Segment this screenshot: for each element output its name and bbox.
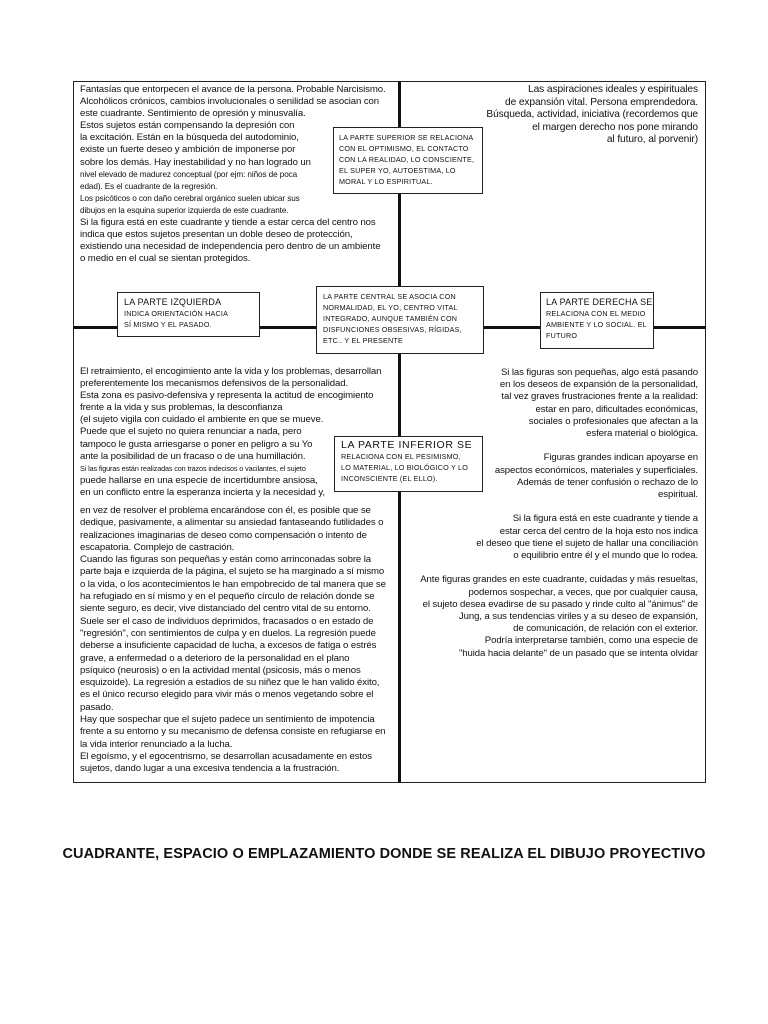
- text-line: dedique, pasivamente, a alimentar su ansiedad fantaseando futilidades o: [80, 517, 384, 529]
- box-line: LA PARTE INFERIOR SE: [341, 439, 473, 451]
- text-line: sociales o profesionales que afectan a la: [528, 415, 698, 427]
- text-line: Ante figuras grandes en este cuadrante, cuidadas y más resueltas,: [420, 574, 698, 586]
- text-line: pasado.: [80, 701, 114, 713]
- text-line: Si la figura está en este cuadrante y tiende a estar cerca del centro nos: [80, 217, 376, 229]
- text-line: deberse a insuficiente capacidad de lucha, a excesos de fatiga o estrés: [80, 640, 377, 652]
- text-line: de expansión vital. Persona emprendedora.: [505, 96, 698, 108]
- top-right-quadrant-text: [486, 84, 698, 147]
- text-line: frente a la vida y sus problemas, la desconfianza: [80, 402, 283, 414]
- text-line: Las aspiraciones ideales y espirituales: [528, 84, 698, 95]
- text-line: ante la posibilidad de un fracaso o de una humillación.: [80, 450, 306, 462]
- text-line: al futuro, al porvenir): [606, 134, 698, 146]
- text-line: sobre los demás. Hay inestabilidad y no han logrado un: [80, 156, 311, 168]
- text-line: esquizoide). La regresión a estadios de su niñez que le han valido éxito,: [80, 677, 380, 689]
- text-line: el deseo que tiene el sujeto de hallar una conciliación: [476, 537, 698, 549]
- box-line: DISFUNCIONES OBSESIVAS, RÍGIDAS,: [323, 325, 462, 334]
- text-line: Hay que sospechar que el sujeto padece un sentimiento de impotencia: [80, 714, 375, 726]
- box-parte-superior: [333, 127, 483, 194]
- text-line: espiritual.: [658, 489, 698, 501]
- text-line: esfera material o biológica.: [586, 428, 698, 440]
- text-line: Suele ser el caso de individuos deprimidos, fracasados o en estado de: [80, 615, 374, 627]
- text-line: edad). Es el cuadrante de la regresión.: [80, 181, 218, 191]
- text-line: el sujeto desea evadirse de su pasado y rinde culto al "ánimus" de: [422, 598, 698, 610]
- box-line: RELACIONA CON EL PESIMISMO,: [341, 452, 461, 461]
- box-parte-derecha: [540, 292, 654, 349]
- text-line: podemos sospechar, a veces, que por cualquier causa,: [468, 586, 698, 598]
- text-line: la vida interior renunciado a la lucha.: [80, 738, 233, 750]
- box-line: INDICA ORIENTACIÓN HACIA: [124, 309, 229, 318]
- box-line: RELACIONA CON EL MEDIO: [546, 309, 646, 318]
- text-line: Podría interpretarse también, como una especie de: [484, 635, 698, 647]
- text-line: grave, a enfermedad o a deterioro de la personalidad en el plano: [80, 652, 350, 664]
- text-line: o medio en el cual se sientan protegidos.: [80, 253, 251, 265]
- box-line: SÍ MISMO Y EL PASADO.: [124, 320, 212, 329]
- box-line: LO MATERIAL, LO BIOLÓGICO Y LO: [341, 463, 469, 472]
- text-line: [420, 562, 698, 574]
- box-line: CON EL OPTIMISMO, EL CONTACTO: [339, 144, 469, 153]
- text-line: sujetos, dando lugar a una excesiva tendencia a la frustración.: [80, 763, 340, 775]
- box-line: FUTURO: [546, 331, 578, 340]
- text-line: escapatoria. Complejo de castración.: [80, 541, 235, 553]
- text-line: Fantasías que entorpecen el avance de la persona. Probable Narcisismo.: [80, 84, 386, 95]
- text-line: en vez de resolver el problema encarándose con él, es posible que se: [80, 505, 371, 516]
- box-line: LA PARTE SUPERIOR SE RELACIONA: [339, 133, 474, 142]
- text-line: (el sujeto vigila con cuidado el ambiente en que se mueve.: [80, 414, 324, 426]
- box-line: LA PARTE DERECHA SE: [546, 297, 653, 307]
- text-line: tampoco le gusta arriesgarse o poner en peligro a su Yo: [80, 438, 313, 450]
- text-line: este cuadrante. Sentimiento de opresión y minusvalía.: [80, 108, 306, 120]
- text-line: en un conflicto entre la esperanza incierta y la necesidad y,: [80, 486, 325, 498]
- text-line: dibujos en la esquina superior izquierda de este cuadrante.: [80, 205, 289, 215]
- text-line: de comunicación, de relación con el exterior.: [513, 623, 698, 635]
- text-line: "huida hacia delante" de un pasado que se intenta olvidar: [458, 647, 698, 659]
- text-line: el margen derecho nos pone mirando: [532, 121, 698, 133]
- text-line: "regresión", con sentimientos de culpa y en duelos. La regresión puede: [80, 627, 376, 639]
- text-line: Los psicóticos o con daño cerebral orgánico suelen ubicar sus: [80, 193, 300, 203]
- text-line: psíquico (neurosis) o en la actividad mental (psicosis, más o menos: [80, 664, 361, 676]
- box-line: INCONSCIENTE (EL ELLO).: [341, 474, 438, 483]
- text-line: o equilibrio entre él y el mundo que lo rodea.: [513, 550, 698, 562]
- text-line: parte baja e izquierda de la página, el sujeto se ha marginado a sí mismo: [80, 566, 385, 578]
- text-line: es el único recurso elegido para vivir más o menos vegetando sobre el: [80, 689, 374, 701]
- box-parte-central: [316, 286, 484, 354]
- box-line: INTEGRADO, AUNQUE TAMBIÉN CON: [323, 314, 458, 323]
- text-line: realizaciones imaginarias de deseo como compensación o intento de: [80, 529, 367, 541]
- text-line: Si las figuras son pequeñas, algo está pasando: [500, 367, 698, 378]
- text-line: aspectos económicos, materiales y superficiales.: [494, 464, 698, 476]
- text-line: preferentemente los mecanismos defensivos de la personalidad.: [80, 378, 349, 390]
- text-line: Además de tener confusión o rechazo de lo: [517, 476, 698, 488]
- text-line: la excitación. Están en la búsqueda del autodominio,: [80, 132, 299, 144]
- box-line: EL SUPER YO, AUTOESTIMA, LO: [339, 166, 456, 175]
- text-line: ha refugiado en sí mismo y en el pequeño círculo de relación donde se: [80, 591, 375, 603]
- text-line: en los deseos de expansión de la personalidad,: [499, 379, 698, 391]
- box-line: MORAL Y LO ESPIRITUAL.: [339, 177, 433, 186]
- box-line: LA PARTE IZQUIERDA: [124, 297, 222, 307]
- text-line: Puede que el sujeto no quiera renunciar a nada, pero: [80, 426, 302, 438]
- box-parte-izquierda: [117, 292, 260, 337]
- text-line: indica que estos sujetos presentan un doble deseo de protección,: [80, 229, 353, 241]
- text-line: Esta zona es pasivo-defensiva y representa la actitud de encogimiento: [80, 390, 374, 402]
- text-line: Cuando las figuras son pequeñas y están como arrinconadas sobre la: [80, 554, 371, 566]
- box-line: LA PARTE CENTRAL SE ASOCIA CON: [323, 292, 456, 301]
- text-line: El egoísmo, y el egocentrismo, se desarrollan acusadamente en estos: [80, 750, 372, 762]
- bottom-right-quadrant-text: [420, 367, 698, 660]
- text-line: existiendo una necesidad de independencia pero dentro de un ambiente: [80, 241, 381, 253]
- document-caption: CUADRANTE, ESPACIO O EMPLAZAMIENTO DONDE SE REALIZA EL DIBUJO PROYECTIVO: [62, 846, 706, 862]
- text-line: o la vida, o los acontecimientos le han empobrecido de tal manera que se: [80, 578, 386, 590]
- text-line: Si la figura está en este cuadrante y tiende a: [512, 513, 698, 525]
- box-line: ETC.. Y EL PRESENTE: [323, 336, 403, 345]
- box-line: NORMALIDAD, EL YO, CENTRO VITAL: [323, 303, 458, 312]
- text-line: El retraimiento, el encogimiento ante la vida y los problemas, desarrollan: [80, 366, 382, 377]
- text-line: nivel elevado de madurez conceptual (por ejm: niños de poca: [80, 169, 298, 179]
- text-line: puede hallarse en una especie de incertidumbre ansiosa,: [80, 474, 318, 486]
- text-line: tal vez graves frustraciones frente a la realidad:: [501, 391, 698, 403]
- text-line: [420, 501, 698, 513]
- text-line: existe un fuerte deseo y ambición de imponerse por: [80, 144, 296, 156]
- box-line: AMBIENTE Y LO SOCIAL. EL: [546, 320, 647, 329]
- bottom-left-quadrant-text-continued: [80, 505, 386, 776]
- box-parte-inferior: [334, 436, 483, 492]
- text-line: frente a su entorno y su mecanismo de defensa consiste en refugiarse en: [80, 726, 386, 738]
- text-line: Estos sujetos están compensando la depresión con: [80, 120, 295, 132]
- text-line: siente seguro, es decir, vive distanciado del centro vital de su entorno.: [80, 603, 371, 615]
- box-line: CON LA REALIDAD, LO CONSCIENTE,: [339, 155, 475, 164]
- text-line: estar en paro, dificultades económicas,: [535, 403, 698, 415]
- text-line: Búsqueda, actividad, iniciativa (recordemos que: [486, 109, 698, 121]
- text-line: Si las figuras están realizadas con trazos indecisos o vacilantes, el sujeto: [80, 463, 306, 473]
- text-line: Figuras grandes indican apoyarse en: [543, 452, 698, 464]
- text-line: Alcohólicos crónicos, cambios involucionales o senilidad se asocian con: [80, 96, 380, 108]
- text-line: estar cerca del centro de la hoja esto nos indica: [499, 525, 698, 537]
- text-line: Jung, a sus tendencias viriles y a su deseo de expansión,: [458, 611, 698, 623]
